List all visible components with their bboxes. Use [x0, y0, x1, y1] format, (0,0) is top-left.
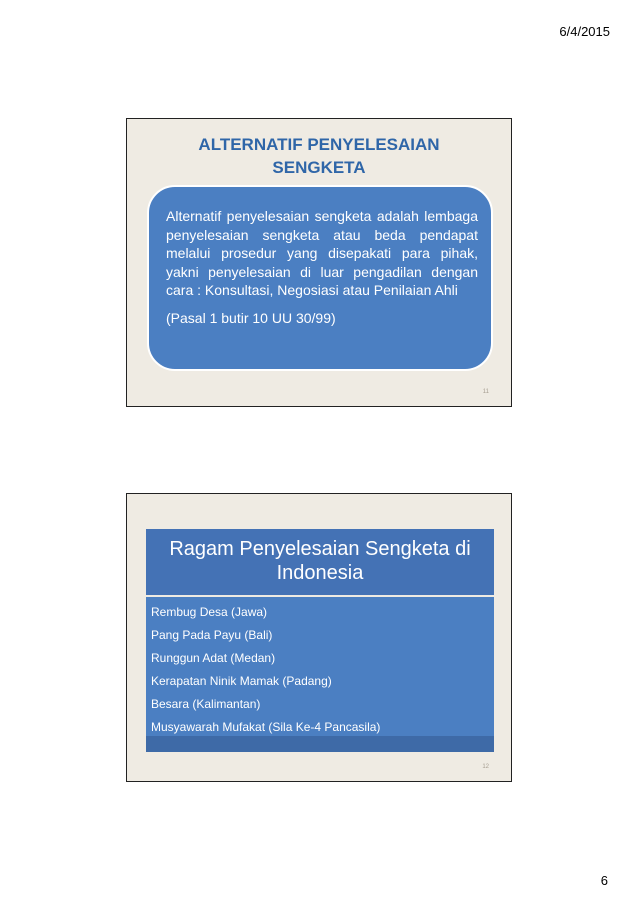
list-item: Besara (Kalimantan): [151, 697, 261, 711]
list-item: Pang Pada Payu (Bali): [151, 628, 273, 642]
slide-number: 12: [482, 764, 489, 770]
slide-title-line1: ALTERNATIF PENYELESAIAN: [198, 135, 440, 154]
page-number: 6: [600, 873, 608, 888]
slide-title: [146, 529, 494, 595]
definition-text: Alternatif penyelesaian sengketa adalah lembaga penyelesaian sengketa atau beda pendapat melalui prosedur yang disepakati para pihak, yakni penyelesaian di luar pengadilan dengan cara : Konsultasi, Negosiasi atau Penilaian Ahli: [166, 208, 478, 298]
slide-11: [126, 118, 512, 407]
slide-number: 11: [482, 389, 489, 395]
list-item: Rembug Desa (Jawa): [151, 605, 268, 619]
list-footer-band: [146, 736, 494, 752]
print-date: 6/4/2015: [559, 24, 610, 39]
legal-reference: (Pasal 1 butir 10 UU 30/99): [166, 309, 336, 326]
list-item: Kerapatan Ninik Mamak (Padang): [151, 674, 332, 688]
dispute-methods-list: [146, 597, 494, 752]
slide-title-line1: Ragam Penyelesaian Sengketa di: [169, 538, 471, 560]
slide-title: [127, 133, 511, 179]
definition-box: [147, 185, 493, 371]
slide-title-line2: SENGKETA: [272, 158, 366, 177]
slide-title-line2: Indonesia: [276, 562, 364, 584]
list-item: Musyawarah Mufakat (Sila Ke-4 Pancasila): [151, 720, 381, 734]
slide-12: [126, 493, 512, 782]
list-item: Runggun Adat (Medan): [151, 651, 276, 665]
